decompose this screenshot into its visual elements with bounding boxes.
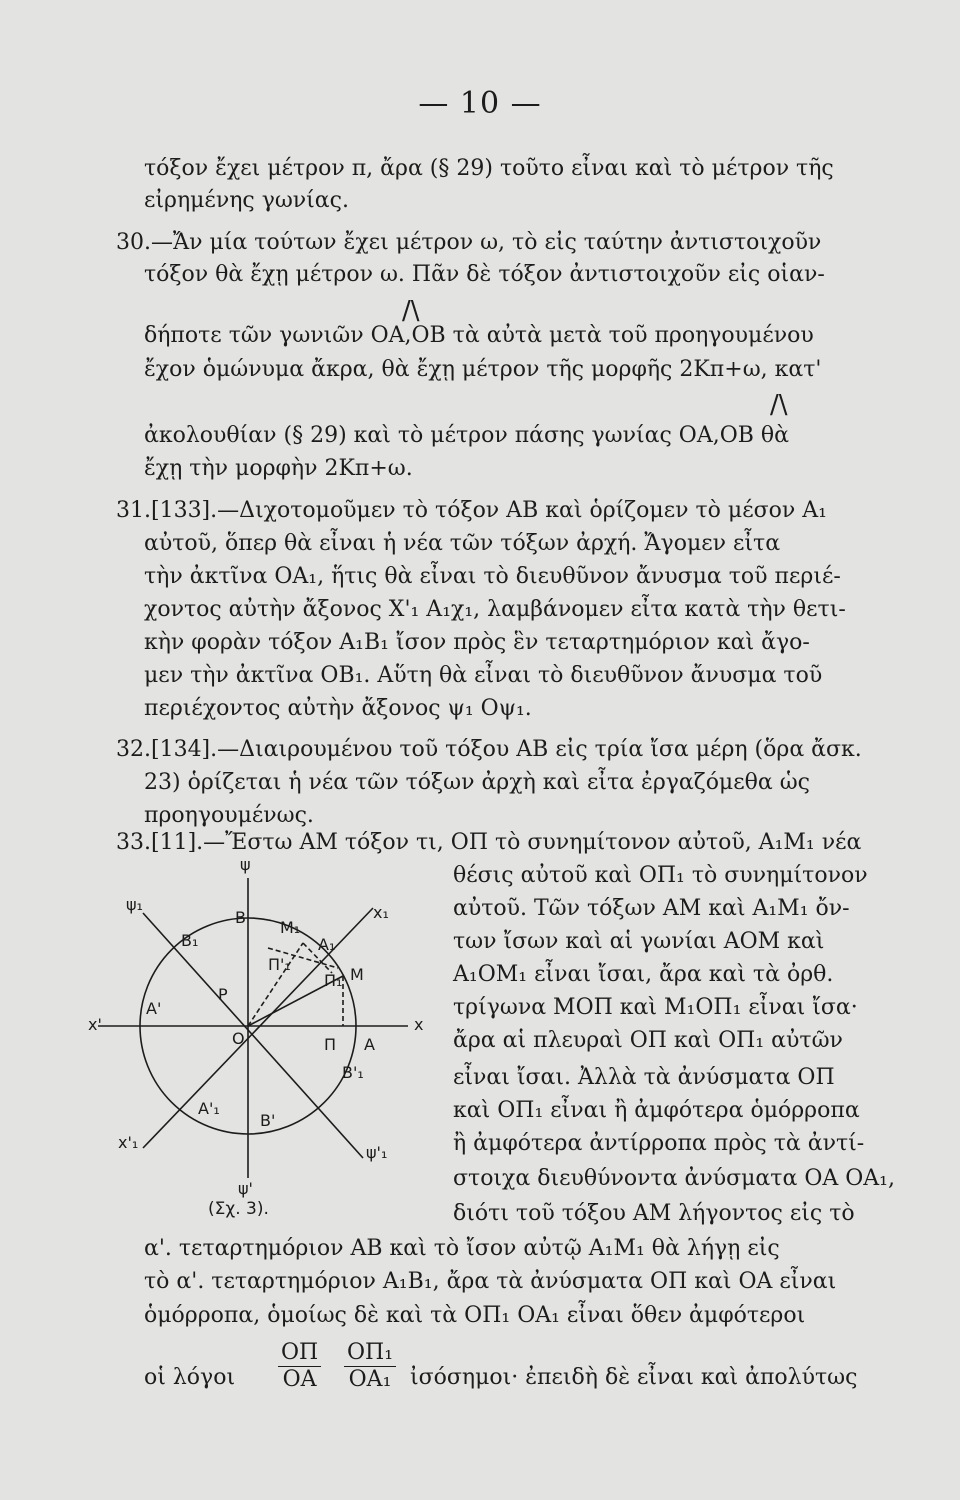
text-line: 23) ὁρίζεται ἡ νέα τῶν τόξων ἀρχὴ καὶ εἶτα ἐργαζόμεθα ὡς bbox=[144, 770, 810, 795]
text-line: ἀκολουθίαν (§ 29) καὶ τὸ μέτρον πάσης γωνίας OA,OB θὰ bbox=[144, 423, 790, 448]
text-line: A₁OM₁ εἶναι ἴσαι, ἄρα καὶ τὰ ὀρθ. bbox=[453, 962, 834, 987]
label-Aprime: A' bbox=[146, 999, 162, 1018]
label-B1prime: B'₁ bbox=[342, 1063, 364, 1082]
label-xprime: x' bbox=[88, 1015, 102, 1034]
label-A: A bbox=[364, 1035, 375, 1054]
text-line: εἶναι ἴσαι. Ἀλλὰ τὰ ἀνύσματα ΟΠ bbox=[453, 1065, 835, 1090]
angle-mark: /\ bbox=[402, 296, 420, 326]
figure-svg bbox=[88, 858, 438, 1218]
text-line: κὴν φορὰν τόξον A₁B₁ ἴσον πρὸς ἓν τεταρτημόριον καὶ ἄγο- bbox=[144, 630, 810, 655]
label-B: B bbox=[235, 908, 246, 927]
label-P1prime: Π'₁ bbox=[268, 955, 291, 974]
label-P: P bbox=[218, 985, 228, 1004]
text-line: 32.[134].—Διαιρουμένου τοῦ τόξου AB εἰς τρία ἴσα μέρη (ὅρα ἄσκ. bbox=[116, 737, 862, 762]
text-line: διότι τοῦ τόξου AM λήγοντος εἰς τὸ bbox=[453, 1201, 855, 1226]
fraction-denominator: ΟΑ bbox=[282, 1367, 317, 1392]
text-line: τρίγωνα ΜΟΠ καὶ Μ₁ΟΠ₁ εἶναι ἴσα· bbox=[453, 995, 858, 1020]
label-psi: ψ bbox=[240, 858, 251, 874]
label-B1: B₁ bbox=[181, 931, 199, 950]
text-line: τὸ α'. τεταρτημόριον A₁B₁, ἄρα τὰ ἀνύσματα ΟΠ καὶ ΟΑ εἶναι bbox=[144, 1269, 837, 1294]
text-line: ὁμόρροπα, ὁμοίως δὲ καὶ τὰ ΟΠ₁ ΟΑ₁ εἶναι ὅθεν ἀμφότεροι bbox=[144, 1303, 806, 1328]
text-line: εἰρημένης γωνίας. bbox=[144, 188, 349, 213]
text-line: ἔχῃ τὴν μορφὴν 2Κπ+ω. bbox=[144, 456, 413, 481]
text-line: 30.—Ἄν μία τούτων ἔχει μέτρον ω, τὸ εἰς ταύτην ἀντιστοιχοῦν bbox=[116, 230, 822, 255]
text-line: τόξον θὰ ἔχῃ μέτρον ω. Πᾶν δὲ τόξον ἀντιστοιχοῦν εἰς οἱαν- bbox=[144, 262, 825, 287]
fraction-numerator: ΟΠ bbox=[278, 1340, 321, 1367]
label-A1prime: A'₁ bbox=[198, 1099, 220, 1118]
label-P1: Π₁ bbox=[324, 971, 343, 990]
text-line: τὴν ἀκτῖνα OA₁, ἥτις θὰ εἶναι τὸ διευθῦνον ἄνυσμα τοῦ περιέ- bbox=[144, 564, 841, 589]
page-number: — 10 — bbox=[418, 86, 542, 121]
text-line: μεν τὴν ἀκτῖνα OB₁. Αὕτη θὰ εἶναι τὸ διευθῦνον ἄνυσμα τοῦ bbox=[144, 663, 823, 688]
text-line: ἄρα αἱ πλευραὶ ΟΠ καὶ ΟΠ₁ αὐτῶν bbox=[453, 1028, 843, 1053]
text-line: αὐτοῦ. Τῶν τόξων AM καὶ A₁M₁ ὄν- bbox=[453, 896, 850, 921]
text-line: καὶ ΟΠ₁ εἶναι ἢ ἀμφότερα ὁμόρροπα bbox=[453, 1098, 860, 1123]
text-line: ἔχον ὁμώνυμα ἄκρα, θὰ ἔχῃ μέτρον τῆς μορφῆς 2Κπ+ω, κατ' bbox=[144, 357, 822, 382]
label-A1: A₁ bbox=[318, 935, 336, 954]
fraction bbox=[344, 1340, 396, 1393]
label-Bprime: B' bbox=[260, 1111, 276, 1130]
label-M: M bbox=[350, 965, 364, 984]
figure-caption: (Σχ. 3). bbox=[208, 1199, 269, 1218]
text-line: τόξον ἔχει μέτρον π, ἄρα (§ 29) τοῦτο εἶναι καὶ τὸ μέτρον τῆς bbox=[144, 156, 834, 181]
text-line: των ἴσων καὶ αἱ γωνίαι AOM καὶ bbox=[453, 929, 825, 954]
text-line: 33.[11].—Ἔστω AM τόξον τι, ΟΠ τὸ συνημίτονον αὐτοῦ, A₁M₁ νέα bbox=[116, 830, 862, 855]
text-line: 31.[133].—Διχοτομοῦμεν τὸ τόξον AB καὶ ὁρίζομεν τὸ μέσον A₁ bbox=[116, 498, 827, 523]
label-psi1prime: ψ'₁ bbox=[366, 1143, 388, 1162]
label-O: O bbox=[232, 1029, 245, 1048]
label-psiprime: ψ' bbox=[238, 1179, 253, 1198]
label-Pi: Π bbox=[324, 1035, 337, 1054]
text-line: α'. τεταρτημόριον AB καὶ τὸ ἴσον αὐτῷ A₁M₁ θὰ λήγῃ εἰς bbox=[144, 1236, 780, 1261]
angle-mark: /\ bbox=[770, 390, 788, 420]
label-psi1: ψ₁ bbox=[126, 895, 143, 914]
text-line: αὐτοῦ, ὅπερ θὰ εἶναι ἡ νέα τῶν τόξων ἀρχή. Ἄγομεν εἶτα bbox=[144, 531, 781, 556]
figure-unit-circle bbox=[88, 858, 438, 1218]
text-line: ἢ ἀμφότερα ἀντίρροπα πρὸς τὰ ἀντί- bbox=[453, 1131, 865, 1156]
fraction-numerator: ΟΠ₁ bbox=[344, 1340, 396, 1367]
label-x1prime: x'₁ bbox=[118, 1133, 139, 1152]
text-line: περιέχοντος αὐτὴν ἄξονος ψ₁ Oψ₁. bbox=[144, 696, 532, 721]
fraction-denominator: ΟΑ₁ bbox=[348, 1367, 392, 1392]
text-line: οἱ λόγοι bbox=[144, 1365, 236, 1390]
text-line: στοιχα διευθύνοντα ἀνύσματα ΟΑ ΟΑ₁, bbox=[453, 1166, 895, 1191]
text-line: χοντος αὐτὴν ἄξονος X'₁ A₁χ₁, λαμβάνομεν εἶτα κατὰ τὴν θετι- bbox=[144, 597, 846, 622]
text-line: δήποτε τῶν γωνιῶν OA,OB τὰ αὐτὰ μετὰ τοῦ προηγουμένου bbox=[144, 323, 814, 348]
fraction bbox=[278, 1340, 321, 1393]
text-line: ἰσόσημοι· ἐπειδὴ δὲ εἶναι καὶ ἀπολύτως bbox=[410, 1365, 858, 1390]
label-M1: M₁ bbox=[280, 918, 301, 937]
label-x1: x₁ bbox=[373, 903, 389, 922]
text-line: θέσις αὐτοῦ καὶ ΟΠ₁ τὸ συνημίτονον bbox=[453, 863, 868, 888]
text-line: προηγουμένως. bbox=[144, 803, 314, 828]
label-x: x bbox=[414, 1015, 424, 1034]
